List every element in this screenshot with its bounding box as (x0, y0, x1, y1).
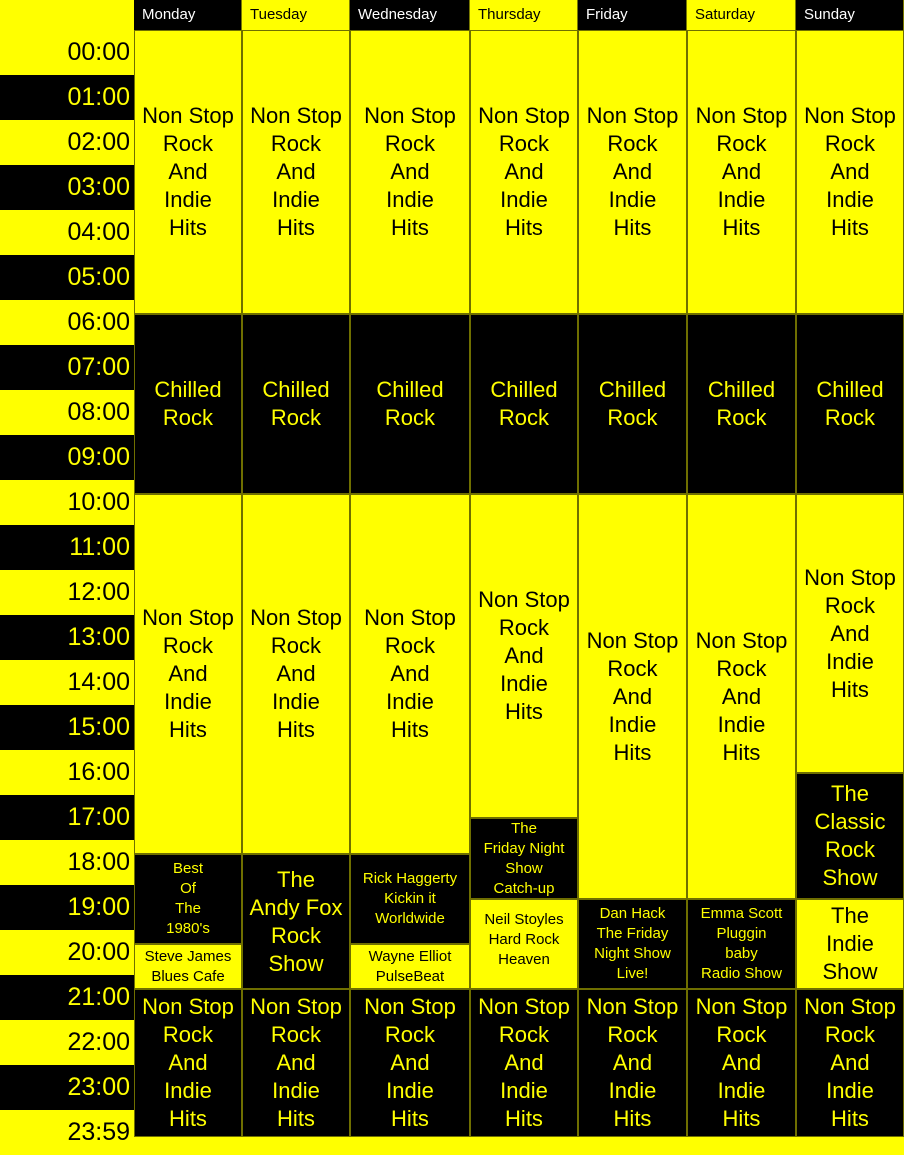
program-title: Non Stop Rock And Indie Hits (804, 103, 896, 240)
program-block-tuesday[interactable] (242, 854, 350, 989)
program-title: Wayne Elliot PulseBeat (368, 947, 452, 985)
day-header-thursday: Thursday (470, 0, 578, 30)
time-label: 06:00 (0, 300, 134, 345)
time-label: 22:00 (0, 1020, 134, 1065)
program-title: Non Stop Rock And Indie Hits (695, 994, 788, 1131)
program-block-sunday[interactable] (796, 314, 904, 494)
time-label: 13:00 (0, 615, 134, 660)
program-block-monday[interactable] (134, 494, 242, 854)
program-block-sunday[interactable] (796, 30, 904, 314)
time-label: 14:00 (0, 660, 134, 705)
program-title: Rick Haggerty Kickin it Worldwide (362, 870, 458, 927)
program-block-friday[interactable] (578, 30, 687, 314)
program-title: Non Stop Rock And Indie Hits (364, 994, 456, 1131)
program-title: Non Stop Rock And Indie Hits (695, 627, 788, 765)
program-block-saturday[interactable] (687, 314, 796, 494)
program-title: Non Stop Rock And Indie Hits (478, 994, 570, 1131)
program-title: Non Stop Rock And Indie Hits (364, 605, 456, 742)
program-block-thursday[interactable] (470, 899, 578, 989)
program-title: Non Stop Rock And Indie Hits (804, 564, 896, 702)
time-label: 16:00 (0, 750, 134, 795)
time-label: 23:59 (0, 1110, 134, 1152)
program-block-wednesday[interactable] (350, 989, 470, 1137)
program-block-thursday[interactable] (470, 989, 578, 1137)
program-title: The Indie Show (822, 903, 878, 984)
program-title: Best Of The 1980's (166, 860, 210, 937)
day-header-sunday: Sunday (796, 0, 904, 30)
time-label: 21:00 (0, 975, 134, 1020)
program-title: Non Stop Rock And Indie Hits (586, 994, 679, 1131)
program-title: Non Stop Rock And Indie Hits (695, 103, 788, 240)
program-block-monday[interactable] (134, 989, 242, 1137)
program-block-saturday[interactable] (687, 30, 796, 314)
time-label: 04:00 (0, 210, 134, 255)
program-block-wednesday[interactable] (350, 944, 470, 989)
program-block-tuesday[interactable] (242, 314, 350, 494)
time-label: 23:00 (0, 1065, 134, 1110)
program-block-saturday[interactable] (687, 989, 796, 1137)
time-label: 08:00 (0, 390, 134, 435)
program-block-wednesday[interactable] (350, 854, 470, 944)
program-block-wednesday[interactable] (350, 30, 470, 314)
program-block-sunday[interactable] (796, 494, 904, 773)
program-title: Chilled Rock (598, 377, 667, 430)
program-title: Non Stop Rock And Indie Hits (250, 605, 342, 742)
program-block-wednesday[interactable] (350, 314, 470, 494)
time-label: 11:00 (0, 525, 134, 570)
program-title: Non Stop Rock And Indie Hits (142, 103, 234, 240)
program-block-sunday[interactable] (796, 773, 904, 899)
time-label: 00:00 (0, 30, 134, 75)
program-title: Chilled Rock (154, 377, 222, 430)
program-block-friday[interactable] (578, 989, 687, 1137)
time-label: 10:00 (0, 480, 134, 525)
program-block-saturday[interactable] (687, 899, 796, 989)
program-title: Non Stop Rock And Indie Hits (364, 103, 456, 240)
program-block-wednesday[interactable] (350, 494, 470, 854)
time-label: 07:00 (0, 345, 134, 390)
program-title: Non Stop Rock And Indie Hits (804, 994, 896, 1131)
program-block-monday[interactable] (134, 944, 242, 989)
program-title: Steve James Blues Cafe (144, 947, 232, 985)
program-title: The Andy Fox Rock Show (249, 866, 343, 976)
day-header-monday: Monday (134, 0, 242, 30)
program-title: The Classic Rock Show (814, 781, 886, 890)
time-label: 09:00 (0, 435, 134, 480)
day-header-friday: Friday (578, 0, 687, 30)
program-title: Non Stop Rock And Indie Hits (142, 994, 234, 1131)
program-title: Non Stop Rock And Indie Hits (142, 605, 234, 742)
program-title: Non Stop Rock And Indie Hits (250, 994, 342, 1131)
program-title: Non Stop Rock And Indie Hits (478, 587, 570, 724)
day-header-saturday: Saturday (687, 0, 796, 30)
program-block-thursday[interactable] (470, 314, 578, 494)
program-block-thursday[interactable] (470, 30, 578, 314)
program-title: Emma Scott Pluggin baby Radio Show (700, 905, 783, 982)
time-label: 02:00 (0, 120, 134, 165)
program-block-monday[interactable] (134, 30, 242, 314)
program-block-tuesday[interactable] (242, 494, 350, 854)
program-block-sunday[interactable] (796, 989, 904, 1137)
time-label: 12:00 (0, 570, 134, 615)
time-label: 20:00 (0, 930, 134, 975)
time-label: 15:00 (0, 705, 134, 750)
program-block-monday[interactable] (134, 854, 242, 944)
program-title: The Friday Night Show Catch-up (483, 819, 565, 897)
program-block-friday[interactable] (578, 494, 687, 899)
program-title: Chilled Rock (376, 377, 444, 430)
program-block-saturday[interactable] (687, 494, 796, 899)
program-block-tuesday[interactable] (242, 30, 350, 314)
program-title: Non Stop Rock And Indie Hits (478, 103, 570, 240)
program-title: Non Stop Rock And Indie Hits (586, 627, 679, 765)
program-title: Chilled Rock (816, 377, 884, 430)
program-title: Chilled Rock (490, 377, 558, 430)
time-label: 03:00 (0, 165, 134, 210)
program-block-monday[interactable] (134, 314, 242, 494)
program-title: Neil Stoyles Hard Rock Heaven (484, 911, 564, 968)
time-label: 18:00 (0, 840, 134, 885)
program-block-thursday[interactable] (470, 818, 578, 899)
program-block-thursday[interactable] (470, 494, 578, 818)
program-block-sunday[interactable] (796, 899, 904, 989)
program-title: Chilled Rock (262, 377, 330, 430)
program-block-friday[interactable] (578, 314, 687, 494)
program-block-tuesday[interactable] (242, 989, 350, 1137)
program-title: Dan Hack The Friday Night Show Live! (594, 905, 671, 982)
time-label: 19:00 (0, 885, 134, 930)
program-title: Non Stop Rock And Indie Hits (586, 103, 679, 240)
program-title: Non Stop Rock And Indie Hits (250, 103, 342, 240)
time-label: 01:00 (0, 75, 134, 120)
program-block-friday[interactable] (578, 899, 687, 989)
day-header-wednesday: Wednesday (350, 0, 470, 30)
day-header-tuesday: Tuesday (242, 0, 350, 30)
time-label: 17:00 (0, 795, 134, 840)
time-label: 05:00 (0, 255, 134, 300)
program-title: Chilled Rock (707, 377, 776, 430)
header-corner (0, 0, 134, 30)
